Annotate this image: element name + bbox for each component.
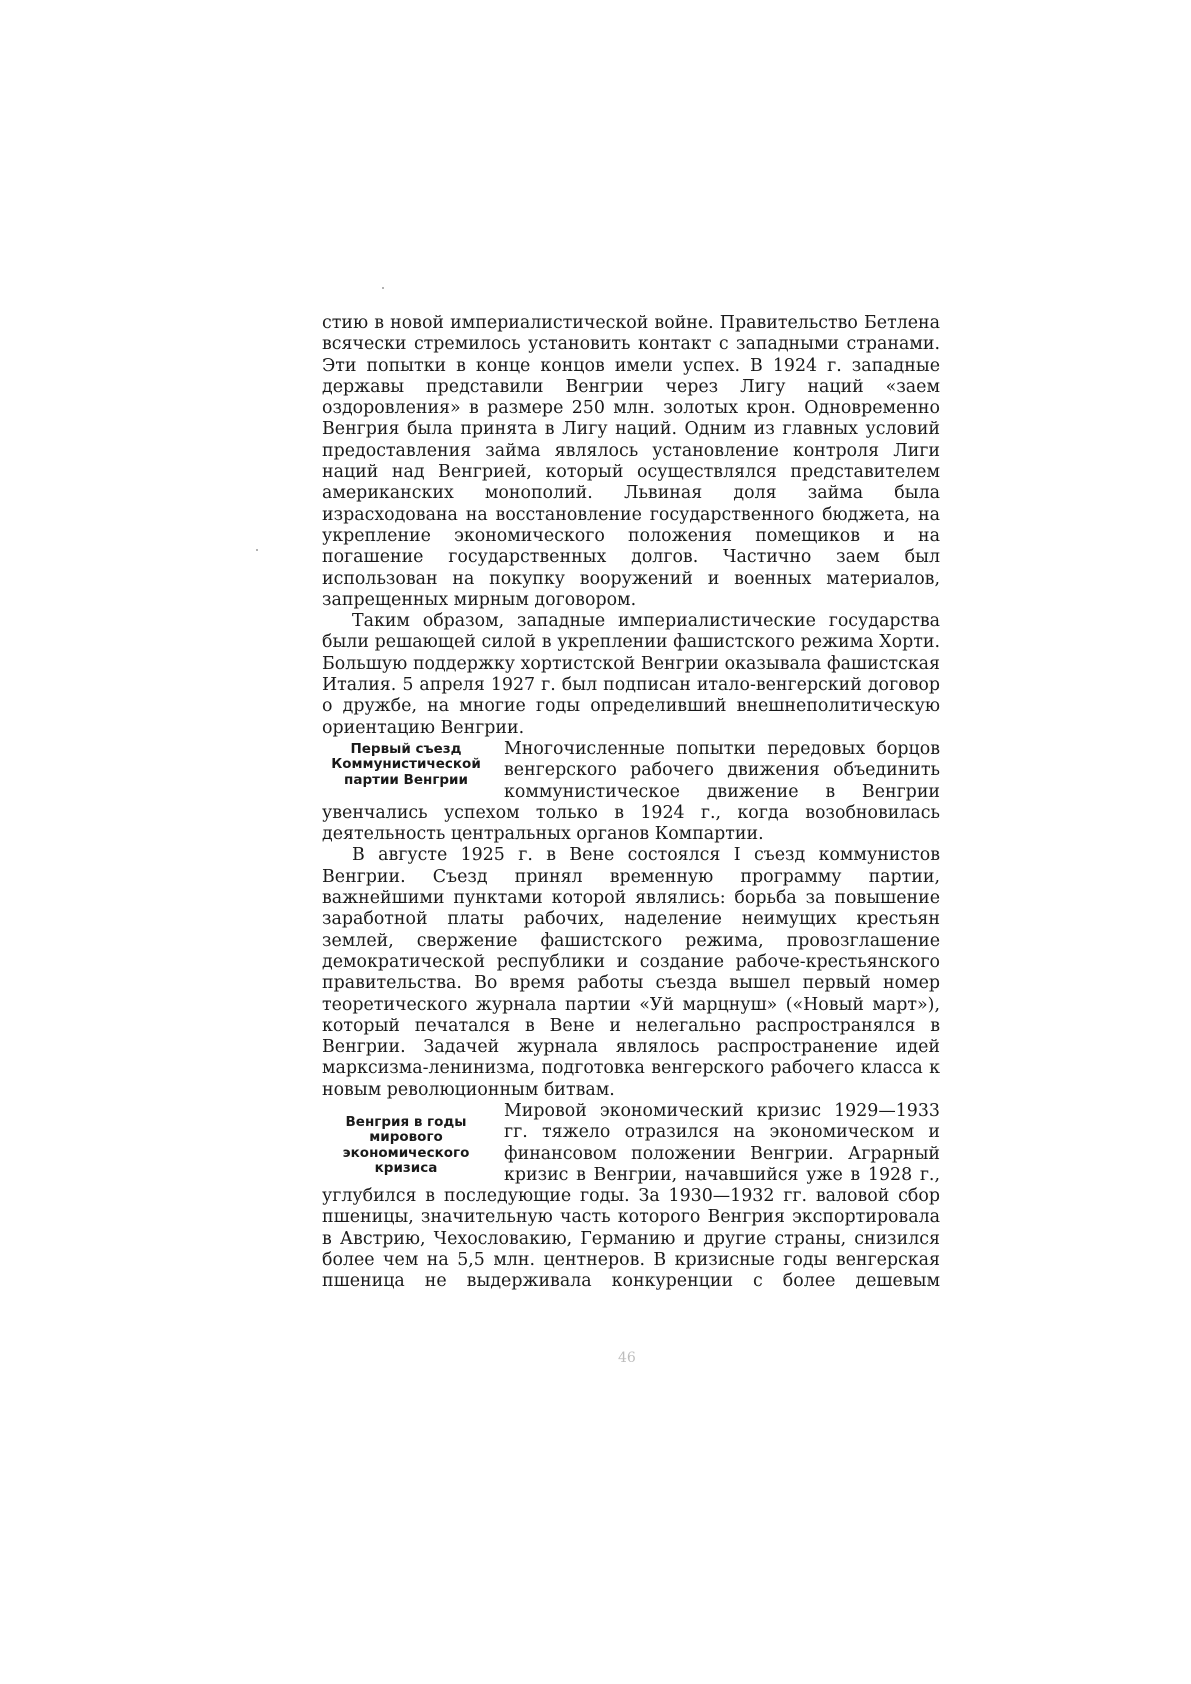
side-heading-economic-crisis: Венгрия в годы мирового экономического кризиса — [342, 1113, 470, 1177]
paragraph-5: Мировой экономический кризис 1929—1933 гг. тяжело отразился на экономическом и финансовом положении Венгрии. Аграрный кризис в Венгрии, начавшийся уже в 1928 г., углубился в последующие годы. За 1930—1932 гг. валовой сбор пшеницы, значительную часть которого Венгрия экспортировала в Австрию, Чехословакию, Германию и другие страны, снизился более чем на 5,5 млн. центнеров. В кризисные годы венгерская пшеница не выдерживала конкуренции с более дешевым — [322, 1100, 940, 1292]
scan-speck — [382, 287, 384, 289]
paragraph-2: Таким образом, западные империалистические государства были решающей силой в укреплении фашистского режима Хорти. Большую поддержку хортистской Венгрии оказывала фашистская Италия. 5 апреля 1927 г. был подписан итало-венгерский договор о дружбе, на многие годы определивший внешнеполитическую ориентацию Венгрии. — [322, 611, 940, 738]
text-column — [322, 313, 940, 1293]
scan-speck — [256, 549, 258, 551]
paragraph-4: В августе 1925 г. в Вене состоялся I съезд коммунистов Венгрии. Съезд принял временную программу партии, важнейшими пунктами которой являлись: борьба за повышение заработной платы рабочих, наделение неимущих крестьян землей, свержение фашистского режима, провозглашение демократической республики и создание рабоче-крестьянского правительства. Во время работы съезда вышел первый номер теоретического журнала партии «Уй марцнуш» («Новый март»), который печатался в Вене и нелегально распространялся в Венгрии. Задачей журнала являлось распространение идей марксизма-ленинизма, подготовка венгерского рабочего класса к новым революционным битвам. — [322, 845, 940, 1100]
page-number: 46 — [618, 1350, 636, 1366]
side-heading-first-congress: Первый съезд Коммунистической партии Венгрии — [331, 740, 481, 788]
section-first-congress — [322, 739, 940, 845]
paragraph-1: стию в новой империалистической войне. Правительство Бетлена всячески стремилось установить контакт с западными странами. Эти попытки в конце концов имели успех. В 1924 г. западные державы представили Венгрии через Лигу наций «заем оздоровления» в размере 250 млн. золотых крон. Одновременно Венгрия была принята в Лигу наций. Одним из главных условий предоставления займа являлось установление контроля Лиги наций над Венгрией, который осуществлялся представителем американских монополий. Львиная доля займа была израсходована на восстановление государственного бюджета, на укрепление экономического положения помещиков и на погашение государственных долгов. Частично заем был использован на покупку вооружений и военных материалов, запрещенных мирным договором. — [322, 313, 940, 610]
paragraph-3: Многочисленные попытки передовых борцов венгерского рабочего движения объединить коммунистическое движение в Венгрии увенчались успехом только в 1924 г., когда возобновилась деятельность центральных органов Компартии. — [322, 738, 940, 845]
section-economic-crisis — [322, 1101, 940, 1293]
